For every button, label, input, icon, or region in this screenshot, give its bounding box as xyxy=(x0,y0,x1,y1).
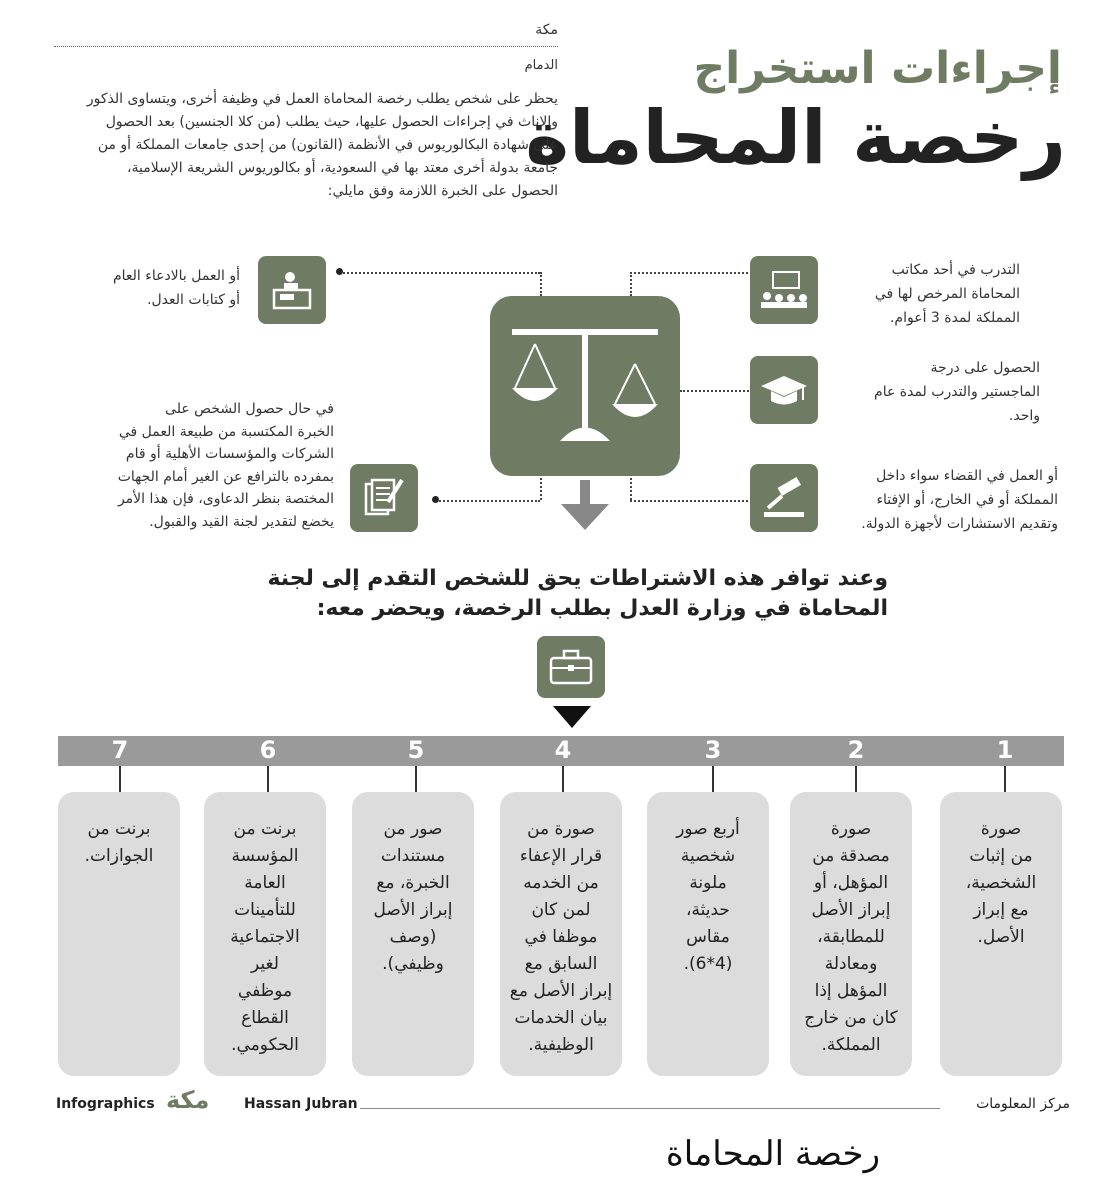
step-card xyxy=(647,792,769,1076)
step-number: 1 xyxy=(996,736,1014,764)
step-number: 2 xyxy=(847,736,865,764)
step-card xyxy=(500,792,622,1076)
condition-line: الخبرة المكتسبة من طبيعة العمل في xyxy=(118,423,334,440)
step-card-text xyxy=(358,816,468,978)
step-card xyxy=(58,792,180,1076)
condition-line: وتقديم الاستشارات لأجهزة الدولة. xyxy=(861,516,1058,532)
step-line: موظفا في xyxy=(524,927,598,947)
step-line: وظيفي). xyxy=(382,954,444,974)
condition-prosecution-text xyxy=(40,264,240,312)
step-line: ومعادلة xyxy=(824,954,878,974)
condition-line: المملكة أو في الخارج، أو الإفتاء xyxy=(876,492,1058,508)
step-number: 6 xyxy=(259,736,277,764)
step-card-text xyxy=(210,816,320,1059)
step-number: 3 xyxy=(704,736,722,764)
condition-private-experience-text xyxy=(34,398,334,533)
footer-author: Hassan Jubran xyxy=(244,1096,358,1112)
step-line: مقاس xyxy=(686,927,730,947)
step-number: 7 xyxy=(111,736,129,764)
condition-line: أو كتابات العدل. xyxy=(147,292,240,308)
connector-dot xyxy=(336,268,343,275)
condition-line: المحاماة المرخص لها في xyxy=(874,286,1020,302)
city-dammam: الدمام xyxy=(524,58,558,73)
step-line: قرار الإعفاء xyxy=(519,846,603,866)
header-divider xyxy=(54,46,558,47)
connector-line xyxy=(340,272,540,274)
condition-line: المختصة بنظر الدعاوى، فإن هذا الأمر xyxy=(117,491,334,507)
condition-masters-text xyxy=(810,356,1040,428)
graduation-cap-icon xyxy=(750,356,818,424)
intro-line: جامعة بدولة أخرى معتد بها في السعودية، أو بكالوريوس الشريعة الإسلامية، xyxy=(126,160,558,176)
step-line: من الخدمه xyxy=(523,873,599,893)
step-line: لغير xyxy=(251,954,279,974)
condition-line: الشركات والمؤسسات الأهلية أو قام xyxy=(125,446,334,462)
condition-line: الحصول على درجة xyxy=(930,360,1040,376)
condition-line: بمفرده بالترافع عن الغير أمام الجهات xyxy=(117,468,334,485)
step-line: الشخصية، xyxy=(965,873,1037,893)
step-line: ملونة xyxy=(689,873,727,893)
step-line: المؤسسة xyxy=(231,846,299,866)
step-line: (4*6). xyxy=(683,954,733,974)
down-triangle-icon xyxy=(553,706,591,732)
step-line: الحكومي. xyxy=(231,1035,299,1055)
condition-line: أو العمل بالادعاء العام xyxy=(112,268,240,284)
step-card xyxy=(204,792,326,1076)
step-number: 5 xyxy=(407,736,425,764)
step-line: موظفي xyxy=(237,981,293,1001)
step-line: إبراز الأصل xyxy=(373,900,453,920)
step-line: إبراز الأصل مع xyxy=(509,981,613,1001)
step-card-text xyxy=(946,816,1056,951)
down-arrow-icon xyxy=(561,480,609,534)
classroom-icon xyxy=(750,256,818,324)
step-line: من إثبات xyxy=(969,846,1033,866)
office-desk-icon xyxy=(258,256,326,324)
intro-line: يحظر على شخص يطلب رخصة المحاماة العمل في وظيفة أخرى، ويتساوى الذكور xyxy=(86,91,558,107)
title-line1: إجراءات استخراج xyxy=(693,43,1062,94)
condition-line: الماجستير والتدرب لمدة عام xyxy=(874,384,1040,400)
step-line: المؤهل إذا xyxy=(814,981,888,1001)
caption: رخصة المحاماة xyxy=(665,1134,880,1174)
connector-dot xyxy=(432,496,439,503)
step-line: مع إبراز xyxy=(973,900,1029,920)
step-line: حديثة، xyxy=(686,900,730,920)
step-line: صورة xyxy=(980,819,1022,839)
step-number: 4 xyxy=(554,736,572,764)
step-line: المملكة. xyxy=(821,1035,881,1055)
step-line: للمطابقة، xyxy=(817,927,885,947)
step-line: الأصل. xyxy=(977,927,1025,947)
step-line: العامة xyxy=(244,873,286,893)
step-line: بيان الخدمات xyxy=(514,1008,608,1028)
connector-line xyxy=(680,390,760,392)
step-line: أربع صور xyxy=(676,819,740,839)
title-line2: رخصة المحاماة xyxy=(525,95,1066,181)
application-statement xyxy=(248,564,888,624)
condition-line: المملكة لمدة 3 أعوام. xyxy=(889,310,1020,326)
step-card-text xyxy=(796,816,906,1059)
connector-line xyxy=(540,478,542,500)
connector-line xyxy=(540,272,542,296)
step-line: مستندات xyxy=(380,846,446,866)
connector-line xyxy=(630,500,760,502)
condition-training-text xyxy=(810,258,1020,330)
statement-line: وعند توافر هذه الاشتراطات يحق للشخص التقدم إلى لجنة xyxy=(267,566,888,591)
step-line: صورة xyxy=(830,819,872,839)
step-card-text xyxy=(653,816,763,978)
step-line: السابق مع xyxy=(524,954,598,974)
step-line: القطاع xyxy=(241,1008,289,1028)
step-line: لمن كان xyxy=(531,900,591,920)
step-card xyxy=(790,792,912,1076)
step-line: الجوازات. xyxy=(84,846,154,866)
step-line: صور من xyxy=(383,819,443,839)
condition-judiciary-text xyxy=(808,464,1058,536)
footer-infographics: Infographics xyxy=(56,1096,155,1112)
intro-line: الحصول على الخبرة اللازمة وفق مايلي: xyxy=(327,183,558,199)
step-line: برنت من xyxy=(87,819,151,839)
condition-line: أو العمل في القضاء سواء داخل xyxy=(876,468,1058,484)
footer-info-center: مركز المعلومات xyxy=(976,1096,1070,1112)
step-card xyxy=(352,792,474,1076)
connector-line xyxy=(630,272,632,296)
step-line: كان من خارج xyxy=(804,1008,898,1028)
condition-line: واحد. xyxy=(1008,408,1040,424)
step-line: الوظيفية. xyxy=(528,1035,594,1055)
condition-line: في حال حصول الشخص على xyxy=(165,401,334,417)
step-line: للتأمينات xyxy=(234,900,296,920)
step-line: الخبرة، مع xyxy=(376,873,450,893)
connector-line xyxy=(436,500,540,502)
step-card-text xyxy=(506,816,616,1059)
step-line: الاجتماعية xyxy=(230,927,300,947)
step-card xyxy=(940,792,1062,1076)
footer-divider xyxy=(360,1108,940,1109)
step-line: المؤهل، أو xyxy=(813,873,889,893)
step-line: برنت من xyxy=(233,819,297,839)
city-makkah: مكة xyxy=(535,22,558,38)
condition-line: التدرب في أحد مكاتب xyxy=(891,262,1020,278)
intro-line: على شهادة البكالوريوس في الأنظمة (القانون) من إحدى جامعات المملكة أو من xyxy=(97,137,558,153)
step-line: (وصف xyxy=(389,927,437,947)
step-line: إبراز الأصل xyxy=(811,900,891,920)
step-line: شخصية xyxy=(680,846,736,866)
condition-line: يخضع لتقدير لجنة القيد والقبول. xyxy=(149,513,334,530)
document-pen-icon xyxy=(350,464,418,532)
step-line: مصدقة من xyxy=(812,846,890,866)
connector-line xyxy=(630,272,760,274)
intro-line: والإناث في إجراءات الحصول عليها، حيث يطلب (من كلا الجنسين) بعد الحصول xyxy=(105,114,558,130)
briefcase-icon xyxy=(537,636,605,698)
statement-line: المحاماة في وزارة العدل بطلب الرخصة، ويحضر معه: xyxy=(316,596,888,621)
step-line: صورة من xyxy=(527,819,595,839)
scales-of-justice-icon xyxy=(490,296,680,476)
intro-text xyxy=(48,88,558,203)
step-card-text xyxy=(64,816,174,870)
connector-line xyxy=(630,478,632,500)
makkah-logo: مكة xyxy=(166,1086,210,1114)
